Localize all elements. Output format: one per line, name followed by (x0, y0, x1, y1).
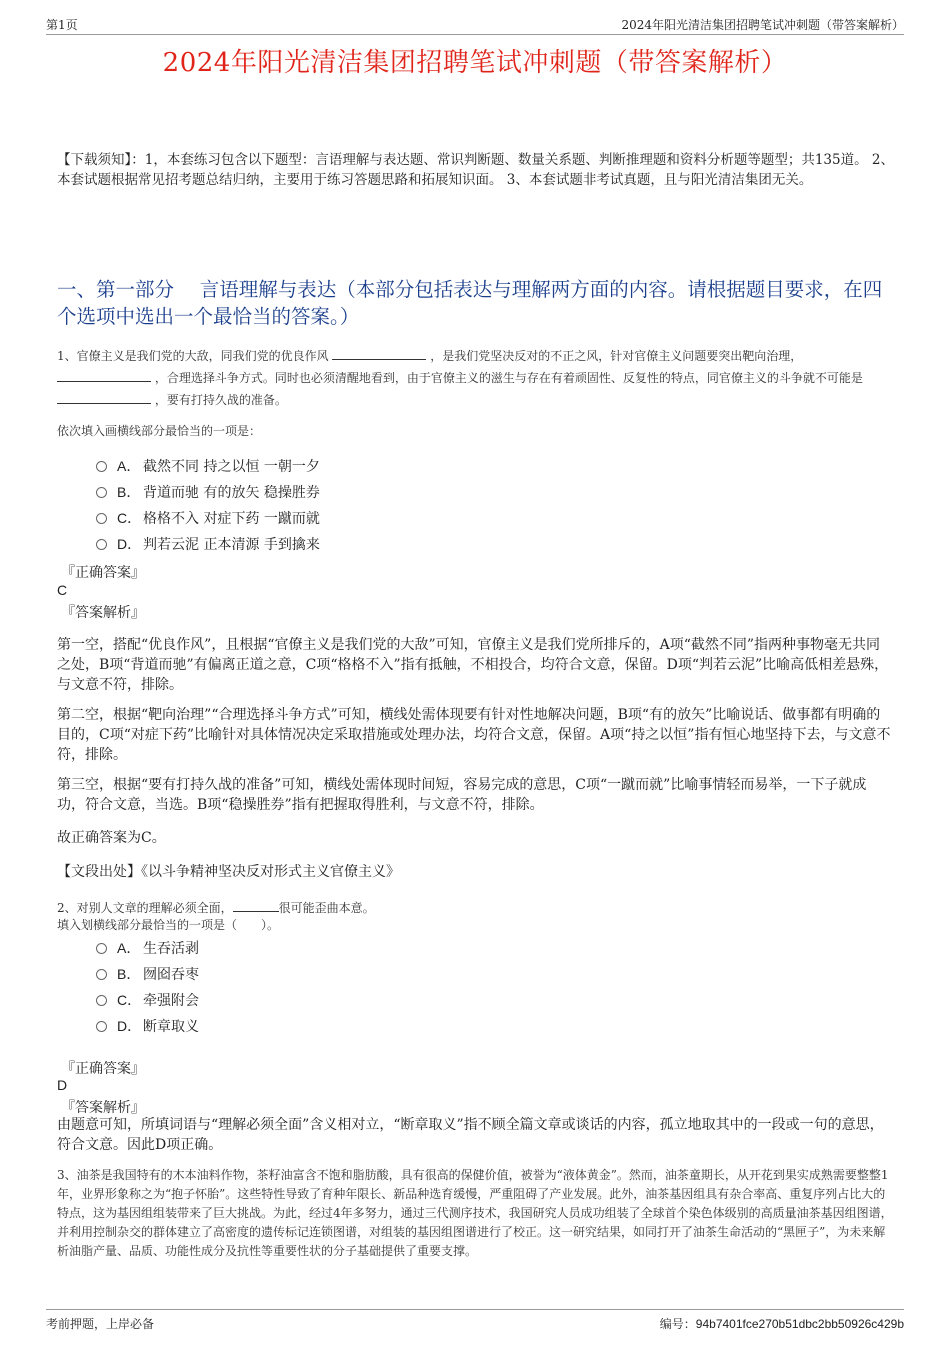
q1-answer-tag: 『正确答案』 (61, 565, 145, 581)
question-3-stem: 3、油茶是我国特有的木本油料作物，茶籽油富含不饱和脂肪酸，具有很高的保健价值，被誉为“液体黄金”。然而，油茶童期长，从开花到果实成熟需要整整1年，业界形象称之为“抱子怀胎”。这些特性导致了育种年限长、新品种选育缓慢，严重阻碍了产业发展。此外，油茶基因组具有杂合率高、重复序列占比大的特点，这为基因组组装带来了巨大挑战。为此，经过4年多努力，通过三代测序技术，我国研究人员成功组装了全球首个染色体级别的高质量油茶基因组图谱，并利用控制杂交的群体建立了高密度的遗传标记连锁图谱，对组装的基因组图谱进行了校正。这一研究结果，如同打开了油茶生命活动的“黑匣子”，为未来解析油脂产量、品质、功能性成分及抗性等重要性状的分子基础提供了重要支撑。 (57, 1168, 893, 1258)
q2-answer: D (57, 1077, 68, 1093)
radio-icon[interactable] (96, 943, 107, 954)
q1-analysis-tag: 『答案解析』 (61, 605, 145, 621)
q1-analysis-para: 第一空，搭配“优良作风”，且根据“官僚主义是我们党的大敌”可知，官僚主义是我们党所排斥的，A项“截然不同”指两种事物毫无共同之处，B项“背道而驰”有偏离正道之意，C项“格格不入”指有抵触，不相投合，均符合文意，保留。D项“判若云泥”比喻高低相差悬殊，与文意不符，排除。 (57, 637, 889, 693)
q1-conclusion: 故正确答案为C。 (57, 830, 166, 846)
q1-source: 【文段出处】《以斗争精神坚决反对形式主义官僚主义》 (57, 864, 400, 880)
download-notice: 【下载须知】：1，本套练习包含以下题型：言语理解与表达题、常识判断题、数量关系题、判断推理题和资料分析题等题型；共135道。 2、本套试题根据常见招考题总结归纳，主要用于练习答题思路和拓展知识面。 3、本套试题非考试真题，且与阳光清洁集团无关。 (57, 152, 894, 188)
fill-blank (233, 897, 279, 912)
q1-option-d[interactable]: D． 判若云泥 正本清源 手到擒来 (96, 534, 320, 555)
radio-icon[interactable] (96, 461, 107, 472)
q1-analysis-para: 第二空，根据“靶向治理”“合理选择斗争方式”可知，横线处需体现要有针对性地解决问题，B项“有的放矢”比喻说话、做事都有明确的目的，C项“对症下药”比喻针对具体情况决定采取措施或处理办法，均符合文意，保留。A项“持之以恒”指有恒心地坚持下去，与文意不符，排除。 (57, 707, 891, 763)
radio-icon[interactable] (96, 487, 107, 498)
q2-option-b[interactable]: B． 囫囵吞枣 (96, 964, 199, 985)
radio-icon[interactable] (96, 513, 107, 524)
q1-option-a[interactable]: A． 截然不同 持之以恒 一朝一夕 (96, 456, 320, 477)
q2-option-d[interactable]: D． 断章取义 (96, 1016, 199, 1037)
question-1-prompt: 依次填入画横线部分最恰当的一项是： (57, 424, 262, 438)
fill-blank (57, 367, 151, 382)
q2-option-c[interactable]: C． 牵强附会 (96, 990, 199, 1011)
q1-analysis-para: 第三空，根据“要有打持久战的准备”可知，横线处需体现时间短，容易完成的意思，C项“一蹴而就”比喻事情轻而易举，一下子就成功，符合文意，当选。B项“稳操胜券”指有把握取得胜利，与文意不符，排除。 (57, 777, 867, 813)
q1-option-c[interactable]: C． 格格不入 对症下药 一蹴而就 (96, 508, 320, 529)
question-1-stem: 1、官僚主义是我们党的大敌，同我们党的优良作风 ，是我们党坚决反对的不正之风，针对官僚主义问题要突出靶向治理， ，合理选择斗争方式。同时也必须清醒地看到，由于官僚主义的滋生与存在有着顽固性、反复性的特点，同官僚主义的斗争就不可能是 ，要有打持久战的准备。 (57, 345, 893, 411)
fill-blank (332, 345, 426, 360)
q1-answer: C (57, 582, 68, 598)
q1-option-b[interactable]: B． 背道而驰 有的放矢 稳操胜券 (96, 482, 320, 503)
page-number: 第1页 (46, 18, 78, 32)
radio-icon[interactable] (96, 995, 107, 1006)
page-title: 2024年阳光清洁集团招聘笔试冲刺题（带答案解析） (162, 48, 788, 78)
q2-option-a[interactable]: A． 生吞活剥 (96, 938, 199, 959)
section-heading: 一、第一部分 言语理解与表达（本部分包括表达与理解两方面的内容。请根据题目要求，在四个选项中选出一个最恰当的答案。） (57, 278, 883, 328)
q2-analysis: 由题意可知，所填词语与“理解必须全面”含义相对立，“断章取义”指不顾全篇文章或谈话的内容，孤立地取其中的一段或一句的意思，符合文意。因此D项正确。 (57, 1117, 884, 1153)
q2-analysis-tag: 『答案解析』 (61, 1100, 145, 1116)
radio-icon[interactable] (96, 969, 107, 980)
radio-icon[interactable] (96, 1021, 107, 1032)
q2-answer-tag: 『正确答案』 (61, 1061, 145, 1077)
question-2-prompt: 填入划横线部分最恰当的一项是（ ）。 (57, 918, 280, 932)
radio-icon[interactable] (96, 539, 107, 550)
footer-code: 编号：94b7401fce270b51dbc2bb50926c429b (659, 1317, 904, 1331)
fill-blank (57, 389, 151, 404)
page-header (46, 14, 904, 35)
header-doc-title: 2024年阳光清洁集团招聘笔试冲刺题（带答案解析） (621, 18, 904, 32)
footer-slogan: 考前押题，上岸必备 (46, 1317, 155, 1331)
question-2-stem: 2、对别人文章的理解必须全面， 很可能歪曲本意。 (57, 897, 893, 919)
page-footer (46, 1309, 904, 1332)
